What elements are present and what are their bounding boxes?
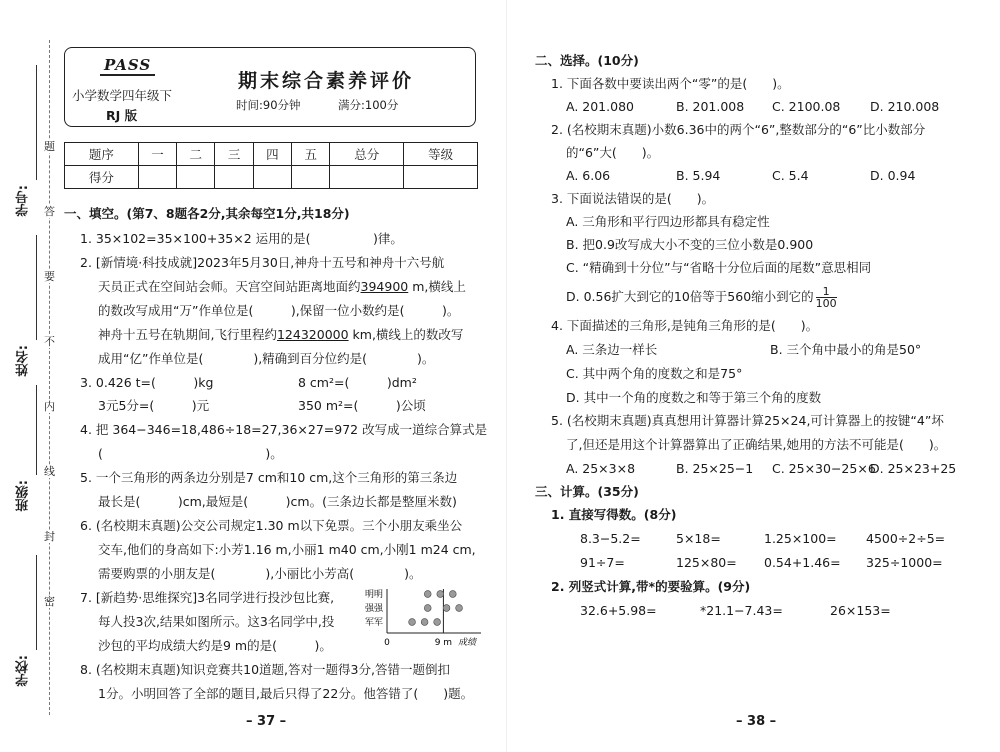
calc-item: 91÷7= [580, 555, 625, 570]
table-cell: 三 [215, 143, 253, 166]
table-cell: 题序 [65, 143, 139, 166]
question-text: 天员正式在空间站会师。天宫空间站距离地面约 [98, 279, 361, 294]
chart-point [424, 591, 431, 598]
score-input-cell[interactable] [292, 166, 330, 189]
page-number-right: – 38 – [736, 714, 777, 729]
question-6-line: 需要购票的小朋友是( ),小丽比小芳高( )。 [98, 566, 422, 581]
table-cell: 一 [138, 143, 176, 166]
fraction-denominator: 100 [815, 297, 837, 310]
choice-option: A. 三条边一样长 [566, 342, 658, 357]
calc-item: 26×153= [830, 603, 891, 618]
score-input-cell[interactable] [177, 166, 215, 189]
chart-point [424, 605, 431, 612]
score-input-cell[interactable] [215, 166, 253, 189]
question-7-line: 7. [新趋势·思维探究]3名同学进行投沙包比赛, [80, 590, 335, 605]
chart-point [456, 605, 463, 612]
option-text: D. 0.56扩大到它的10倍等于560缩小到它的 [566, 289, 814, 304]
table-cell: 等级 [404, 143, 478, 166]
choice-option: D. 其中一个角的度数之和等于第三个角的度数 [566, 390, 822, 405]
calc-item: 32.6+5.98= [580, 603, 657, 618]
choice-option: C. 2100.08 [772, 99, 841, 114]
question-5-line: 5. 一个三角形的两条边分别是7 cm和10 cm,这个三角形的第三条边 [80, 470, 458, 485]
table-cell: 五 [292, 143, 330, 166]
choice-option: B. 把0.9改写成大小不变的三位小数是0.900 [566, 237, 814, 252]
choice-option: A. 三角形和平行四边形都具有稳定性 [566, 214, 770, 229]
question-3b: 8 cm²=( )dm² [298, 375, 417, 390]
question-8-line: 8. (名校期末真题)知识竞赛共10道题,答对一题得3分,答错一题倒扣 [80, 662, 450, 677]
question-2-line: 的数改写成用“万”作单位是( ),保留一位小数约是( )。 [98, 303, 460, 318]
chart-category-label: 军军 [364, 618, 383, 628]
score-table-score-row [65, 166, 478, 189]
calc-item: 5×18= [676, 531, 721, 546]
school-blank [36, 555, 37, 650]
seal-word: 封 [44, 530, 55, 543]
chart-category-label: 强强 [364, 604, 383, 614]
question-text: 神舟十五号在轨期间,飞行里程约 [98, 327, 277, 342]
throw-scatter-chart [357, 585, 487, 647]
chart-point [409, 619, 416, 626]
seal-word: 密 [44, 595, 55, 608]
question-6-line: 交车,他们的身高如下:小芳1.16 m,小丽1 m40 cm,小刚1 m24 cm, [98, 542, 476, 557]
question-4-line: 4. 把 364−346=18,486÷18=27,36×27=972 改写成一道综合算式是 [80, 422, 488, 437]
table-cell: 二 [177, 143, 215, 166]
question-2-line: 成用“亿”作单位是( ),精确到百分位约是( )。 [98, 351, 435, 366]
choice-option: A. 25×3×8 [566, 461, 636, 476]
question-5-line: 最长是( )cm,最短是( )cm。(三条边长都是整厘米数) [98, 494, 457, 509]
id-blank [36, 65, 37, 180]
choice-option: C. “精确到十分位”与“省略十分位后面的尾数”意思相同 [566, 260, 872, 275]
question-7-line: 每人投3次,结果如图所示。这3名同学中,投 [98, 614, 335, 629]
chart-point [421, 619, 428, 626]
choice-2-line: 的“6”大( )。 [566, 145, 660, 160]
question-3c: 3元5分=( )元 [98, 398, 210, 413]
question-2-line [98, 327, 463, 343]
seal-word: 答 [44, 205, 55, 218]
choice-option: C. 其中两个角的度数之和是75° [566, 366, 743, 381]
score-input-cell[interactable] [253, 166, 291, 189]
section-1-title: 一、填空。(第7、8题各2分,其余每空1分,共18分) [64, 206, 350, 221]
section-3-title: 三、计算。(35分) [535, 484, 639, 499]
question-2-line: 2. [新情境·科技成就]2023年5月30日,神舟十五号和神舟十六号航 [80, 255, 445, 270]
pass-logo: PASS [100, 56, 155, 76]
choice-1: 1. 下面各数中要读出两个“零”的是( )。 [551, 76, 790, 91]
choice-5-line: 了,但还是用这个计算器算出了正确结果,她用的方法不可能是( )。 [566, 437, 947, 452]
choice-option: B. 5.94 [676, 168, 721, 183]
page-divider [506, 0, 507, 752]
choice-5-line: 5. (名校期末真题)真真想用计算器计算25×24,可计算器上的按键“4”坏 [551, 413, 944, 428]
calc-item: 325÷1000= [866, 555, 943, 570]
name-label: 姓名: [16, 345, 31, 377]
underlined-number: 394900 [360, 279, 409, 294]
question-3d: 350 m²=( )公顷 [298, 398, 426, 413]
question-6-line: 6. (名校期末真题)公交公司规定1.30 m以下免票。三个小朋友乘坐公 [80, 518, 463, 533]
section-2-title: 二、选择。(10分) [535, 53, 639, 68]
fraction [816, 286, 837, 309]
table-cell: 总分 [330, 143, 404, 166]
choice-option: D. 25×23+25 [870, 461, 957, 476]
time-limit: 时间:90分钟 [236, 98, 301, 112]
question-7-line: 沙包的平均成绩大约是9 m的是( )。 [98, 638, 332, 653]
calc-item: *21.1−7.43= [700, 603, 783, 618]
full-score: 满分:100分 [338, 98, 399, 112]
school-label: 学校: [16, 655, 31, 687]
id-label: 学号: [16, 185, 31, 217]
chart-point [449, 591, 456, 598]
class-label: 班级: [16, 480, 31, 512]
calc-1-title: 1. 直接写得数。(8分) [551, 507, 677, 522]
question-1: 1. 35×102=35×100+35×2 运用的是( )律。 [80, 231, 403, 246]
seal-word: 内 [44, 400, 55, 413]
choice-option: A. 6.06 [566, 168, 611, 183]
chart-category-label: 明明 [364, 590, 383, 600]
seal-word: 不 [44, 335, 55, 348]
score-table [64, 142, 478, 189]
choice-option: A. 201.080 [566, 99, 634, 114]
choice-option [566, 286, 837, 309]
choice-4: 4. 下面描述的三角形,是钝角三角形的是( )。 [551, 318, 819, 333]
seal-word: 线 [44, 465, 55, 478]
calc-item: 4500÷2÷5= [866, 531, 946, 546]
calc-item: 0.54+1.46= [764, 555, 841, 570]
choice-2-line: 2. (名校期末真题)小数6.36中的两个“6”,整数部分的“6”比小数部分 [551, 122, 926, 137]
question-4-line: ( )。 [98, 446, 283, 461]
score-table-header-row [65, 143, 478, 166]
choice-option: D. 0.94 [870, 168, 916, 183]
calc-2-title: 2. 列竖式计算,带*的要验算。(9分) [551, 579, 751, 594]
question-3a: 3. 0.426 t=( )kg [80, 375, 214, 390]
chart-x-label: 成绩 [457, 638, 477, 647]
choice-option: C. 5.4 [772, 168, 809, 183]
choice-3: 3. 下面说法错误的是( )。 [551, 191, 715, 206]
question-text: m,横线上 [408, 279, 466, 294]
question-8-line: 1分。小明回答了全部的题目,最后只得了22分。他答错了( )题。 [98, 686, 474, 701]
seal-word: 题 [44, 140, 55, 153]
question-2-line [98, 279, 466, 295]
name-blank [36, 235, 37, 340]
table-cell: 得分 [65, 166, 139, 189]
fraction-numerator: 1 [822, 285, 830, 298]
calc-item: 8.3−5.2= [580, 531, 641, 546]
chart-x-tick: 9 m [434, 638, 453, 647]
page-number-left: – 37 – [246, 714, 287, 729]
chart-point [443, 605, 450, 612]
underlined-number: 124320000 [276, 327, 349, 342]
score-input-cell[interactable] [330, 166, 404, 189]
table-cell: 四 [253, 143, 291, 166]
choice-option: D. 210.008 [870, 99, 940, 114]
score-input-cell[interactable] [404, 166, 478, 189]
question-text: km,横线上的数改写 [348, 327, 464, 342]
calc-item: 125×80= [676, 555, 737, 570]
choice-option: B. 三个角中最小的角是50° [770, 342, 922, 357]
choice-option: B. 25×25−1 [676, 461, 754, 476]
choice-option: C. 25×30−25×6 [772, 461, 876, 476]
seal-word: 要 [44, 270, 55, 283]
choice-option: B. 201.008 [676, 99, 745, 114]
score-input-cell[interactable] [138, 166, 176, 189]
chart-x-tick: 0 [384, 638, 390, 647]
edition-label: RJ 版 [106, 108, 138, 123]
chart-point [437, 591, 444, 598]
subject-label: 小学数学四年级下 [72, 88, 173, 103]
class-blank [36, 385, 37, 475]
calc-item: 1.25×100= [764, 531, 837, 546]
chart-point [434, 619, 441, 626]
page-title: 期末综合素养评价 [238, 70, 415, 92]
